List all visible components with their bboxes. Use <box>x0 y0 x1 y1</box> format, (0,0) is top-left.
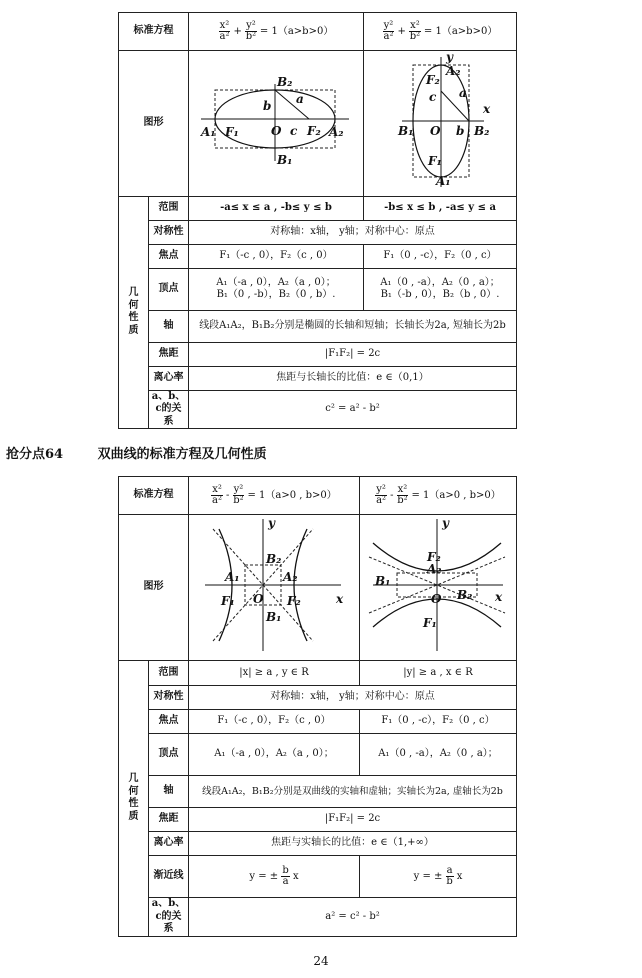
svg-text:B₂: B₂ <box>277 75 293 89</box>
ellipse-equation-2: $\frac{\text{y²}}{\text{a²}}$ + $\frac{\text{x²}}{\text{b²}}$ = 1（a>b>0） <box>364 13 517 51</box>
svg-text:B₂: B₂ <box>457 588 473 603</box>
hyperbola-row-label: 对称性 <box>149 686 189 710</box>
svg-text:F₁: F₁ <box>225 125 239 139</box>
hyperbola-equation-1: $\frac{\text{x²}}{\text{a²}}$ - $\frac{\text{y²}}{\text{b²}}$ = 1（a>0 , b>0） <box>189 477 360 515</box>
ellipse-range-1: -a≤ x ≤ a , -b≤ y ≤ b <box>189 196 364 220</box>
ellipse-row-label: 范围 <box>149 196 189 220</box>
ellipse-eccentricity: 焦距与长轴长的比值：e ∈（0,1） <box>189 366 517 390</box>
hyperbola-table <box>118 476 517 937</box>
hyperbola-row-label: 焦距 <box>149 808 189 832</box>
ellipse-row-label: 对称性 <box>149 220 189 244</box>
svg-text:c: c <box>429 90 437 104</box>
svg-text:A₂: A₂ <box>283 570 298 585</box>
svg-text:F₂: F₂ <box>427 550 441 565</box>
hyperbola-figure-horizontal <box>189 515 360 661</box>
ellipse-foci-1: F₁（-c , 0），F₂（c , 0） <box>189 244 364 268</box>
svg-text:O: O <box>430 124 441 138</box>
hyperbola-vertices-1: A₁（-a , 0），A₂（a , 0）； <box>189 734 360 776</box>
svg-text:x: x <box>495 590 503 605</box>
hyperbola-row-label: 渐近线 <box>149 856 189 898</box>
ellipse-vertices-2: A₁（0 , -a），A₂（0 , a）； B₁（-b , 0），B₂（b , 0）. <box>364 268 517 310</box>
ellipse-header-label: 标准方程 <box>119 13 189 51</box>
hyperbola-focal-distance: |F₁F₂| = 2c <box>189 808 517 832</box>
svg-text:F₁: F₁ <box>428 154 442 168</box>
svg-text:x: x <box>483 102 491 116</box>
hyperbola-row-label: 顶点 <box>149 734 189 776</box>
hyperbola-row-label: a、b、c的关系 <box>149 898 189 937</box>
hyperbola-foci-1: F₁（-c , 0），F₂（c , 0） <box>189 710 360 734</box>
ellipse-row-label: 顶点 <box>149 268 189 310</box>
svg-text:A₁: A₁ <box>225 570 240 585</box>
ellipse-symmetry: 对称轴：x轴， y轴；对称中心：原点 <box>189 220 517 244</box>
ellipse-figure-horizontal <box>189 51 364 197</box>
svg-text:F₂: F₂ <box>307 124 321 138</box>
hyperbola-eccentricity: 焦距与实轴长的比值：e ∈（1,+∞） <box>189 832 517 856</box>
section-title: 双曲线的标准方程及几何性质 <box>97 447 267 462</box>
ellipse-table <box>118 12 517 429</box>
hyperbola-row-label: 离心率 <box>149 832 189 856</box>
hyperbola-equation-2: $\frac{\text{y²}}{\text{a²}}$ - $\frac{\text{x²}}{\text{b²}}$ = 1（a>0 , b>0） <box>360 477 517 515</box>
svg-text:b: b <box>456 124 465 138</box>
svg-text:O: O <box>271 124 282 138</box>
svg-text:B₂: B₂ <box>266 552 282 567</box>
ellipse-row-label: 离心率 <box>149 366 189 390</box>
svg-text:A₁: A₁ <box>201 125 216 139</box>
svg-text:B₁: B₁ <box>277 153 293 167</box>
ellipse-foci-2: F₁（0 , -c），F₂（0 , c） <box>364 244 517 268</box>
svg-text:a: a <box>459 86 467 100</box>
ellipse-equation-1: $\frac{\text{x²}}{\text{a²}}$ + $\frac{\text{y²}}{\text{b²}}$ = 1（a>b>0） <box>189 13 364 51</box>
svg-text:B₁: B₁ <box>266 610 282 625</box>
svg-text:A₂: A₂ <box>446 64 461 78</box>
hyperbola-asymptote-1: y = ± $\frac{b}{a}$ x <box>189 856 360 898</box>
ellipse-row-label: a、b、c的关系 <box>149 390 189 429</box>
svg-text:O: O <box>253 592 264 607</box>
ellipse-row-label: 焦距 <box>149 342 189 366</box>
svg-text:c: c <box>290 124 298 138</box>
ellipse-range-2: -b≤ x ≤ b , -a≤ y ≤ a <box>364 196 517 220</box>
hyperbola-geometry-properties-label: 几 何 性 质 <box>119 661 149 937</box>
svg-text:A₁: A₁ <box>436 174 451 188</box>
ellipse-row-label: 轴 <box>149 310 189 342</box>
ellipse-abc-relation: c² = a² - b² <box>189 390 517 429</box>
hyperbola-range-2: |y| ≥ a , x ∈ R <box>360 661 517 686</box>
page-number: 24 <box>313 954 329 968</box>
svg-text:F₂: F₂ <box>287 594 301 609</box>
ellipse-geometry-properties-label: 几 何 性 质 <box>119 196 149 429</box>
svg-text:y: y <box>268 516 275 531</box>
svg-text:A₂: A₂ <box>427 562 442 577</box>
section-number: 抢分点64 <box>6 447 64 462</box>
hyperbola-figure-vertical <box>360 515 517 661</box>
ellipse-figure-label: 图形 <box>119 51 189 197</box>
svg-text:F₁: F₁ <box>221 594 235 609</box>
ellipse-vertices-1: A₁（-a , 0），A₂（a , 0）； B₁（0 , -b），B₂（0 , b）. <box>189 268 364 310</box>
hyperbola-foci-2: F₁（0 , -c），F₂（0 , c） <box>360 710 517 734</box>
svg-text:F₂: F₂ <box>426 73 440 87</box>
hyperbola-asymptote-2: y = ± $\frac{a}{b}$ x <box>360 856 517 898</box>
svg-text:a: a <box>296 92 304 106</box>
hyperbola-axes: 线段A₁A₂，B₁B₂分别是双曲线的实轴和虚轴；实轴长为2a, 虚轴长为2b <box>189 776 517 808</box>
svg-text:x: x <box>336 592 344 607</box>
hyperbola-row-label: 焦点 <box>149 710 189 734</box>
section-heading <box>6 443 267 462</box>
svg-text:B₂: B₂ <box>474 124 490 138</box>
hyperbola-row-label: 轴 <box>149 776 189 808</box>
svg-text:B₁: B₁ <box>398 124 414 138</box>
hyperbola-row-label: 范围 <box>149 661 189 686</box>
hyperbola-vertices-2: A₁（0 , -a），A₂（0 , a）； <box>360 734 517 776</box>
hyperbola-abc-relation: a² = c² - b² <box>189 898 517 937</box>
ellipse-figure-vertical <box>364 51 517 197</box>
ellipse-focal-distance: |F₁F₂| = 2c <box>189 342 517 366</box>
svg-text:y: y <box>442 516 449 531</box>
svg-text:B₁: B₁ <box>375 574 391 589</box>
svg-text:b: b <box>263 99 272 113</box>
hyperbola-header-label: 标准方程 <box>119 477 189 515</box>
ellipse-axes: 线段A₁A₂，B₁B₂分别是椭圆的长轴和短轴；长轴长为2a, 短轴长为2b <box>189 310 517 342</box>
hyperbola-range-1: |x| ≥ a , y ∈ R <box>189 661 360 686</box>
hyperbola-symmetry: 对称轴：x轴， y轴；对称中心：原点 <box>189 686 517 710</box>
svg-text:O: O <box>431 592 442 607</box>
svg-text:F₁: F₁ <box>423 616 437 631</box>
hyperbola-figure-label: 图形 <box>119 515 189 661</box>
ellipse-row-label: 焦点 <box>149 244 189 268</box>
svg-text:y: y <box>446 51 453 64</box>
svg-text:A₂: A₂ <box>329 125 344 139</box>
